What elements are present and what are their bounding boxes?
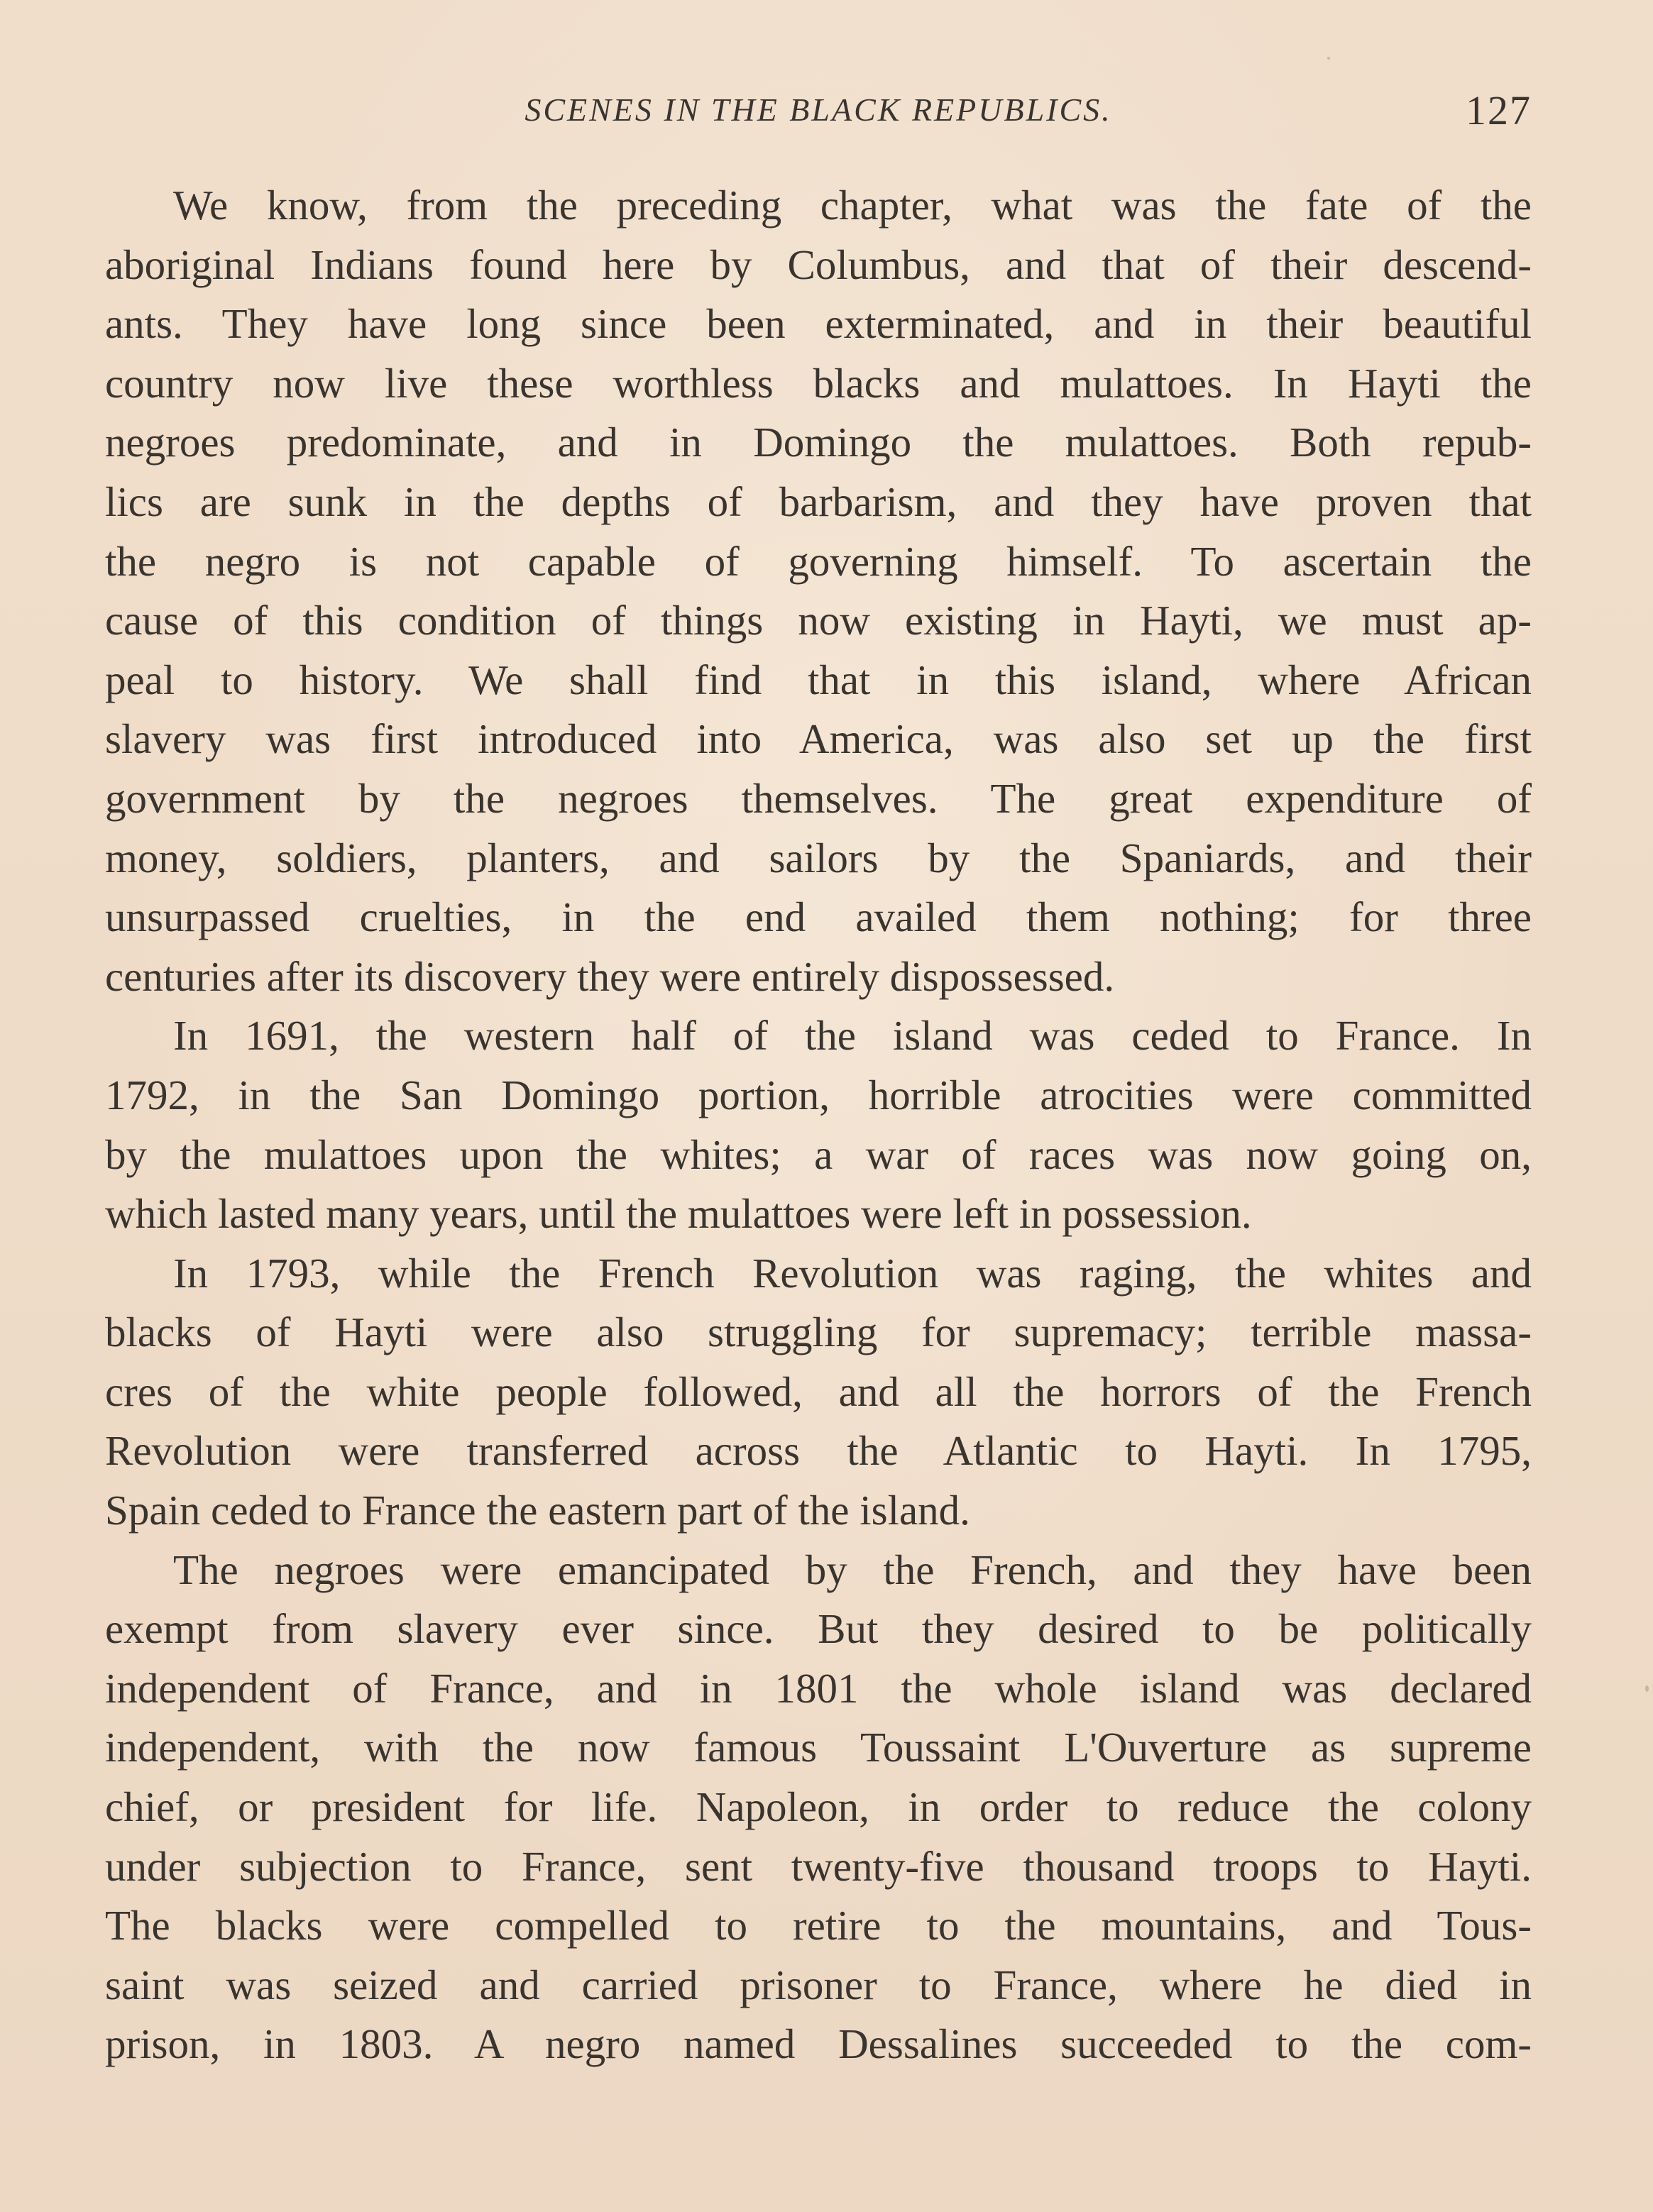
text-line: chief, or president for life. Napoleon, in order to reduce the colony <box>105 1783 1532 1831</box>
paper-speck <box>1645 1685 1649 1692</box>
text-line: the negro is not capable of governing himself. To ascertain the <box>105 537 1532 585</box>
text-line: exempt from slavery ever since. But they desired to be politically <box>105 1605 1532 1653</box>
text-line: money, soldiers, planters, and sailors by the Spaniards, and their <box>105 834 1532 881</box>
text-line: centuries after its discovery they were entirely dispossessed. <box>105 952 1115 1000</box>
text-line: cres of the white people followed, and all the horrors of the French <box>105 1368 1532 1415</box>
text-line: Spain ceded to France the eastern part of the island. <box>105 1487 970 1534</box>
text-line: In 1691, the western half of the island was ceded to France. In <box>173 1012 1532 1060</box>
text-line: cause of this condition of things now existing in Hayti, we must ap- <box>105 597 1532 644</box>
text-line: by the mulattoes upon the whites; a war of races was now going on, <box>105 1130 1532 1178</box>
text-line: independent, with the now famous Toussaint L'Ouverture as supreme <box>105 1724 1532 1771</box>
text-line: aboriginal Indians found here by Columbus, and that of their descend- <box>105 241 1532 288</box>
running-title: SCENES IN THE BLACK REPUBLICS. <box>525 92 1112 128</box>
text-line: country now live these worthless blacks and mulattoes. In Hayti the <box>105 359 1532 407</box>
text-line: peal to history. We shall find that in this island, where African <box>105 656 1532 703</box>
text-line: lics are sunk in the depths of barbarism, and they have proven that <box>105 478 1532 525</box>
text-line: The blacks were compelled to retire to the mountains, and Tous- <box>105 1902 1532 1949</box>
text-line: The negroes were emancipated by the French, and they have been <box>173 1546 1532 1593</box>
text-line: saint was seized and carried prisoner to France, where he died in <box>105 1961 1532 2008</box>
text-line: We know, from the preceding chapter, what was the fate of the <box>173 182 1532 229</box>
paper-speck <box>1327 57 1330 60</box>
text-line: In 1793, while the French Revolution was raging, the whites and <box>173 1249 1532 1297</box>
text-line: which lasted many years, until the mulattoes were left in possession. <box>105 1190 1252 1238</box>
text-line: blacks of Hayti were also struggling for supremacy; terrible massa- <box>105 1309 1532 1356</box>
text-line: negroes predominate, and in Domingo the mulattoes. Both repub- <box>105 419 1532 466</box>
text-line: government by the negroes themselves. The great expenditure of <box>105 774 1532 822</box>
text-line: slavery was first introduced into America, was also set up the first <box>105 715 1532 763</box>
running-head <box>105 84 1532 141</box>
page-number: 127 <box>1466 87 1532 133</box>
text-line: under subjection to France, sent twenty-five thousand troops to Hayti. <box>105 1842 1532 1890</box>
text-line: 1792, in the San Domingo portion, horrible atrocities were committed <box>105 1071 1532 1118</box>
text-line: unsurpassed cruelties, in the end availed them nothing; for three <box>105 893 1532 941</box>
text-line: prison, in 1803. A negro named Dessalines succeeded to the com- <box>105 2020 1532 2068</box>
text-line: ants. They have long since been exterminated, and in their beautiful <box>105 300 1532 348</box>
text-line: independent of France, and in 1801 the whole island was declared <box>105 1664 1532 1712</box>
text-line: Revolution were transferred across the Atlantic to Hayti. In 1795, <box>105 1427 1532 1475</box>
body-text <box>105 176 1532 2074</box>
